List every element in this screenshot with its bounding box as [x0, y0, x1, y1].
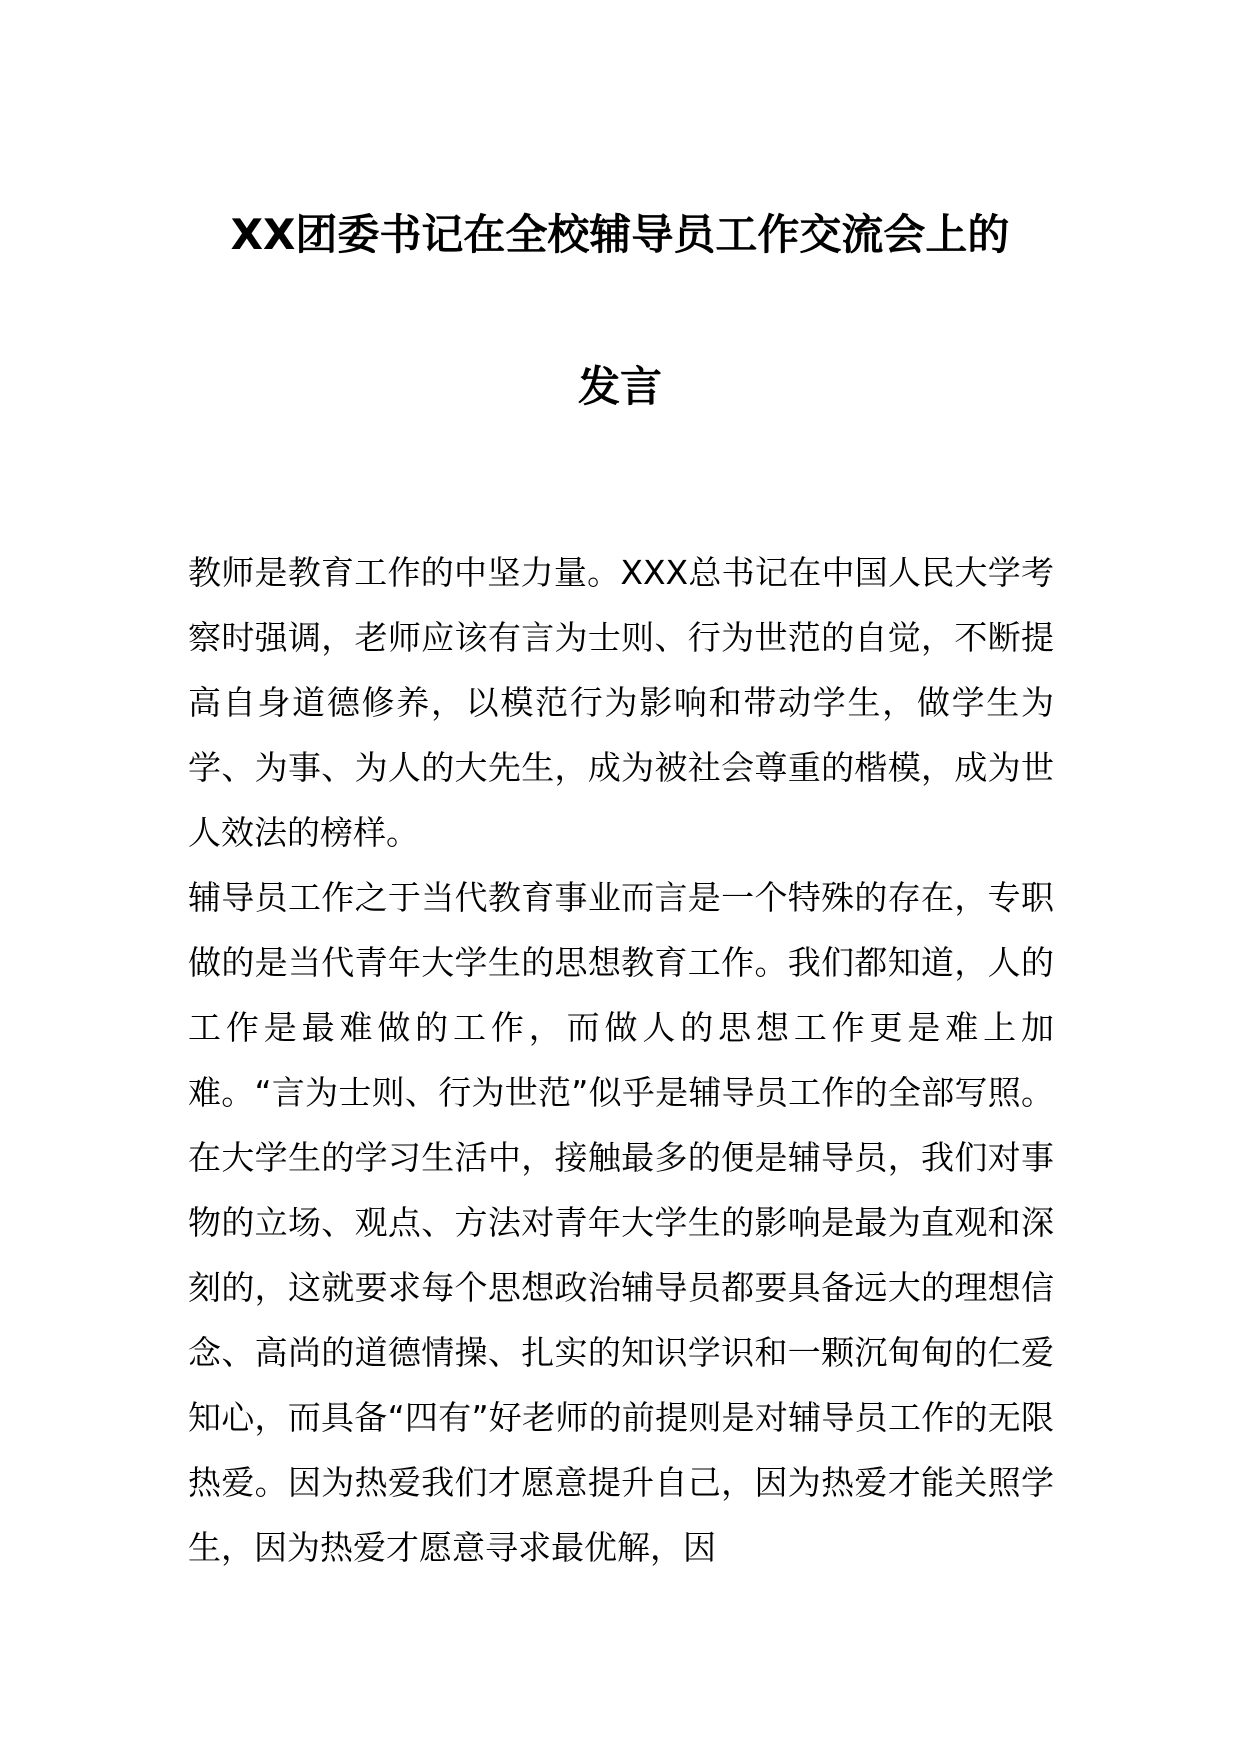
document-body: [188, 540, 1054, 1580]
document-title-line-1: XX团委书记在全校辅导员工作交流会上的: [230, 210, 1010, 259]
document-title-line-2: 发言: [577, 362, 662, 411]
paragraph-1: 教师是教育工作的中坚力量。XXX总书记在中国人民大学考察时强调，老师应该有言为士则、行为世范的自觉，不断提高自身道德修养，以模范行为影响和带动学生，做学生为学、为事、为人的大先生，成为被社会尊重的楷模，成为世人效法的榜样。: [188, 553, 1054, 852]
paragraph-2: 辅导员工作之于当代教育事业而言是一个特殊的存在，专职做的是当代青年大学生的思想教育工作。我们都知道，人的工作是最难做的工作，而做人的思想工作更是难上加难。“言为士则、行为世范”似乎是辅导员工作的全部写照。在大学生的学习生活中，接触最多的便是辅导员，我们对事物的立场、观点、方法对青年大学生的影响是最为直观和深刻的，这就要求每个思想政治辅导员都要具备远大的理想信念、高尚的道德情操、扎实的知识学识和一颗沉甸甸的仁爱知心，而具备“四有”好老师的前提则是对辅导员工作的无限热爱。因为热爱我们才愿意提升自己，因为热爱才能关照学生，因为热爱才愿意寻求最优解，因: [188, 878, 1054, 1567]
